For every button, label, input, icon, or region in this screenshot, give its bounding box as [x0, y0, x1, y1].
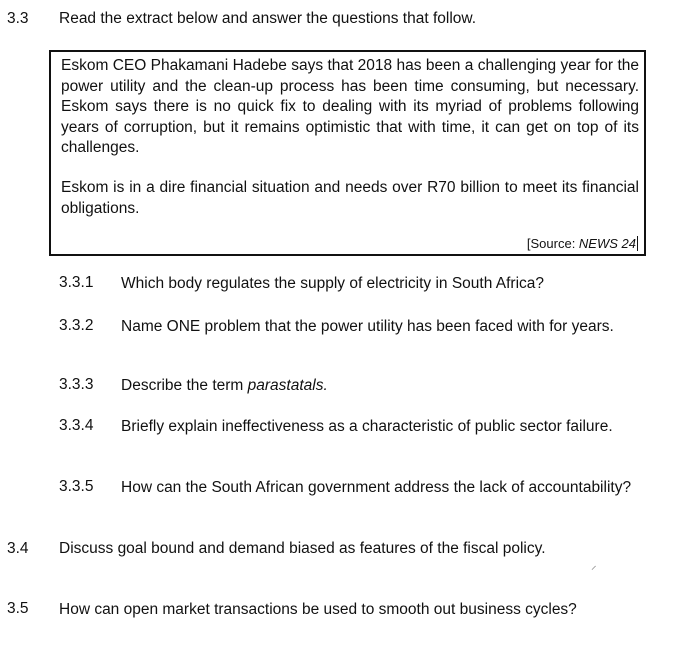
- section-35-text: How can open market transactions be used to smooth out business cycles?: [59, 601, 577, 618]
- question-text: [121, 376, 641, 397]
- question-term: parastatals.: [247, 377, 328, 394]
- source-name: NEWS 24: [578, 236, 636, 251]
- question-text: How can the South African government address the lack of accountability?: [121, 479, 632, 496]
- extract-source: [527, 236, 638, 251]
- extract-paragraph-1: Eskom CEO Phakamani Hadebe says that 2018 has been a challenging year for the power utility and the clean-up process has been time consuming, but necessary. Eskom says there is no quick fix to dealing with its myriad of problems following years of corruption, but it remains optimistic that with time, it can get on top of its challenges.: [61, 57, 639, 156]
- question-number: 3.3.5: [59, 478, 94, 495]
- section-35-number: 3.5: [7, 600, 29, 617]
- extract-box: [49, 50, 646, 256]
- question-number: 3.3.4: [59, 417, 94, 434]
- question-text: Name ONE problem that the power utility has been faced with for years.: [121, 318, 614, 335]
- section-34-text: Discuss goal bound and demand biased as features of the fiscal policy.: [59, 540, 546, 557]
- question-text: Which body regulates the supply of electricity in South Africa?: [121, 275, 545, 292]
- question-text-prefix: Describe the term: [121, 377, 248, 394]
- extract-paragraph-2: Eskom is in a dire financial situation and needs over R70 billion to meet its financial obligations.: [61, 179, 639, 217]
- question-number: 3.3.1: [59, 274, 94, 291]
- section-number: 3.3: [7, 10, 29, 27]
- question-text: Briefly explain ineffectiveness as a characteristic of public sector failure.: [121, 418, 613, 435]
- section-34-number: 3.4: [7, 540, 29, 557]
- stray-mark: ⸝: [591, 560, 597, 572]
- question-number: 3.3.3: [59, 376, 94, 393]
- question-number: 3.3.2: [59, 317, 94, 334]
- section-instruction: Read the extract below and answer the questions that follow.: [59, 10, 477, 27]
- source-prefix: [Source:: [526, 236, 579, 251]
